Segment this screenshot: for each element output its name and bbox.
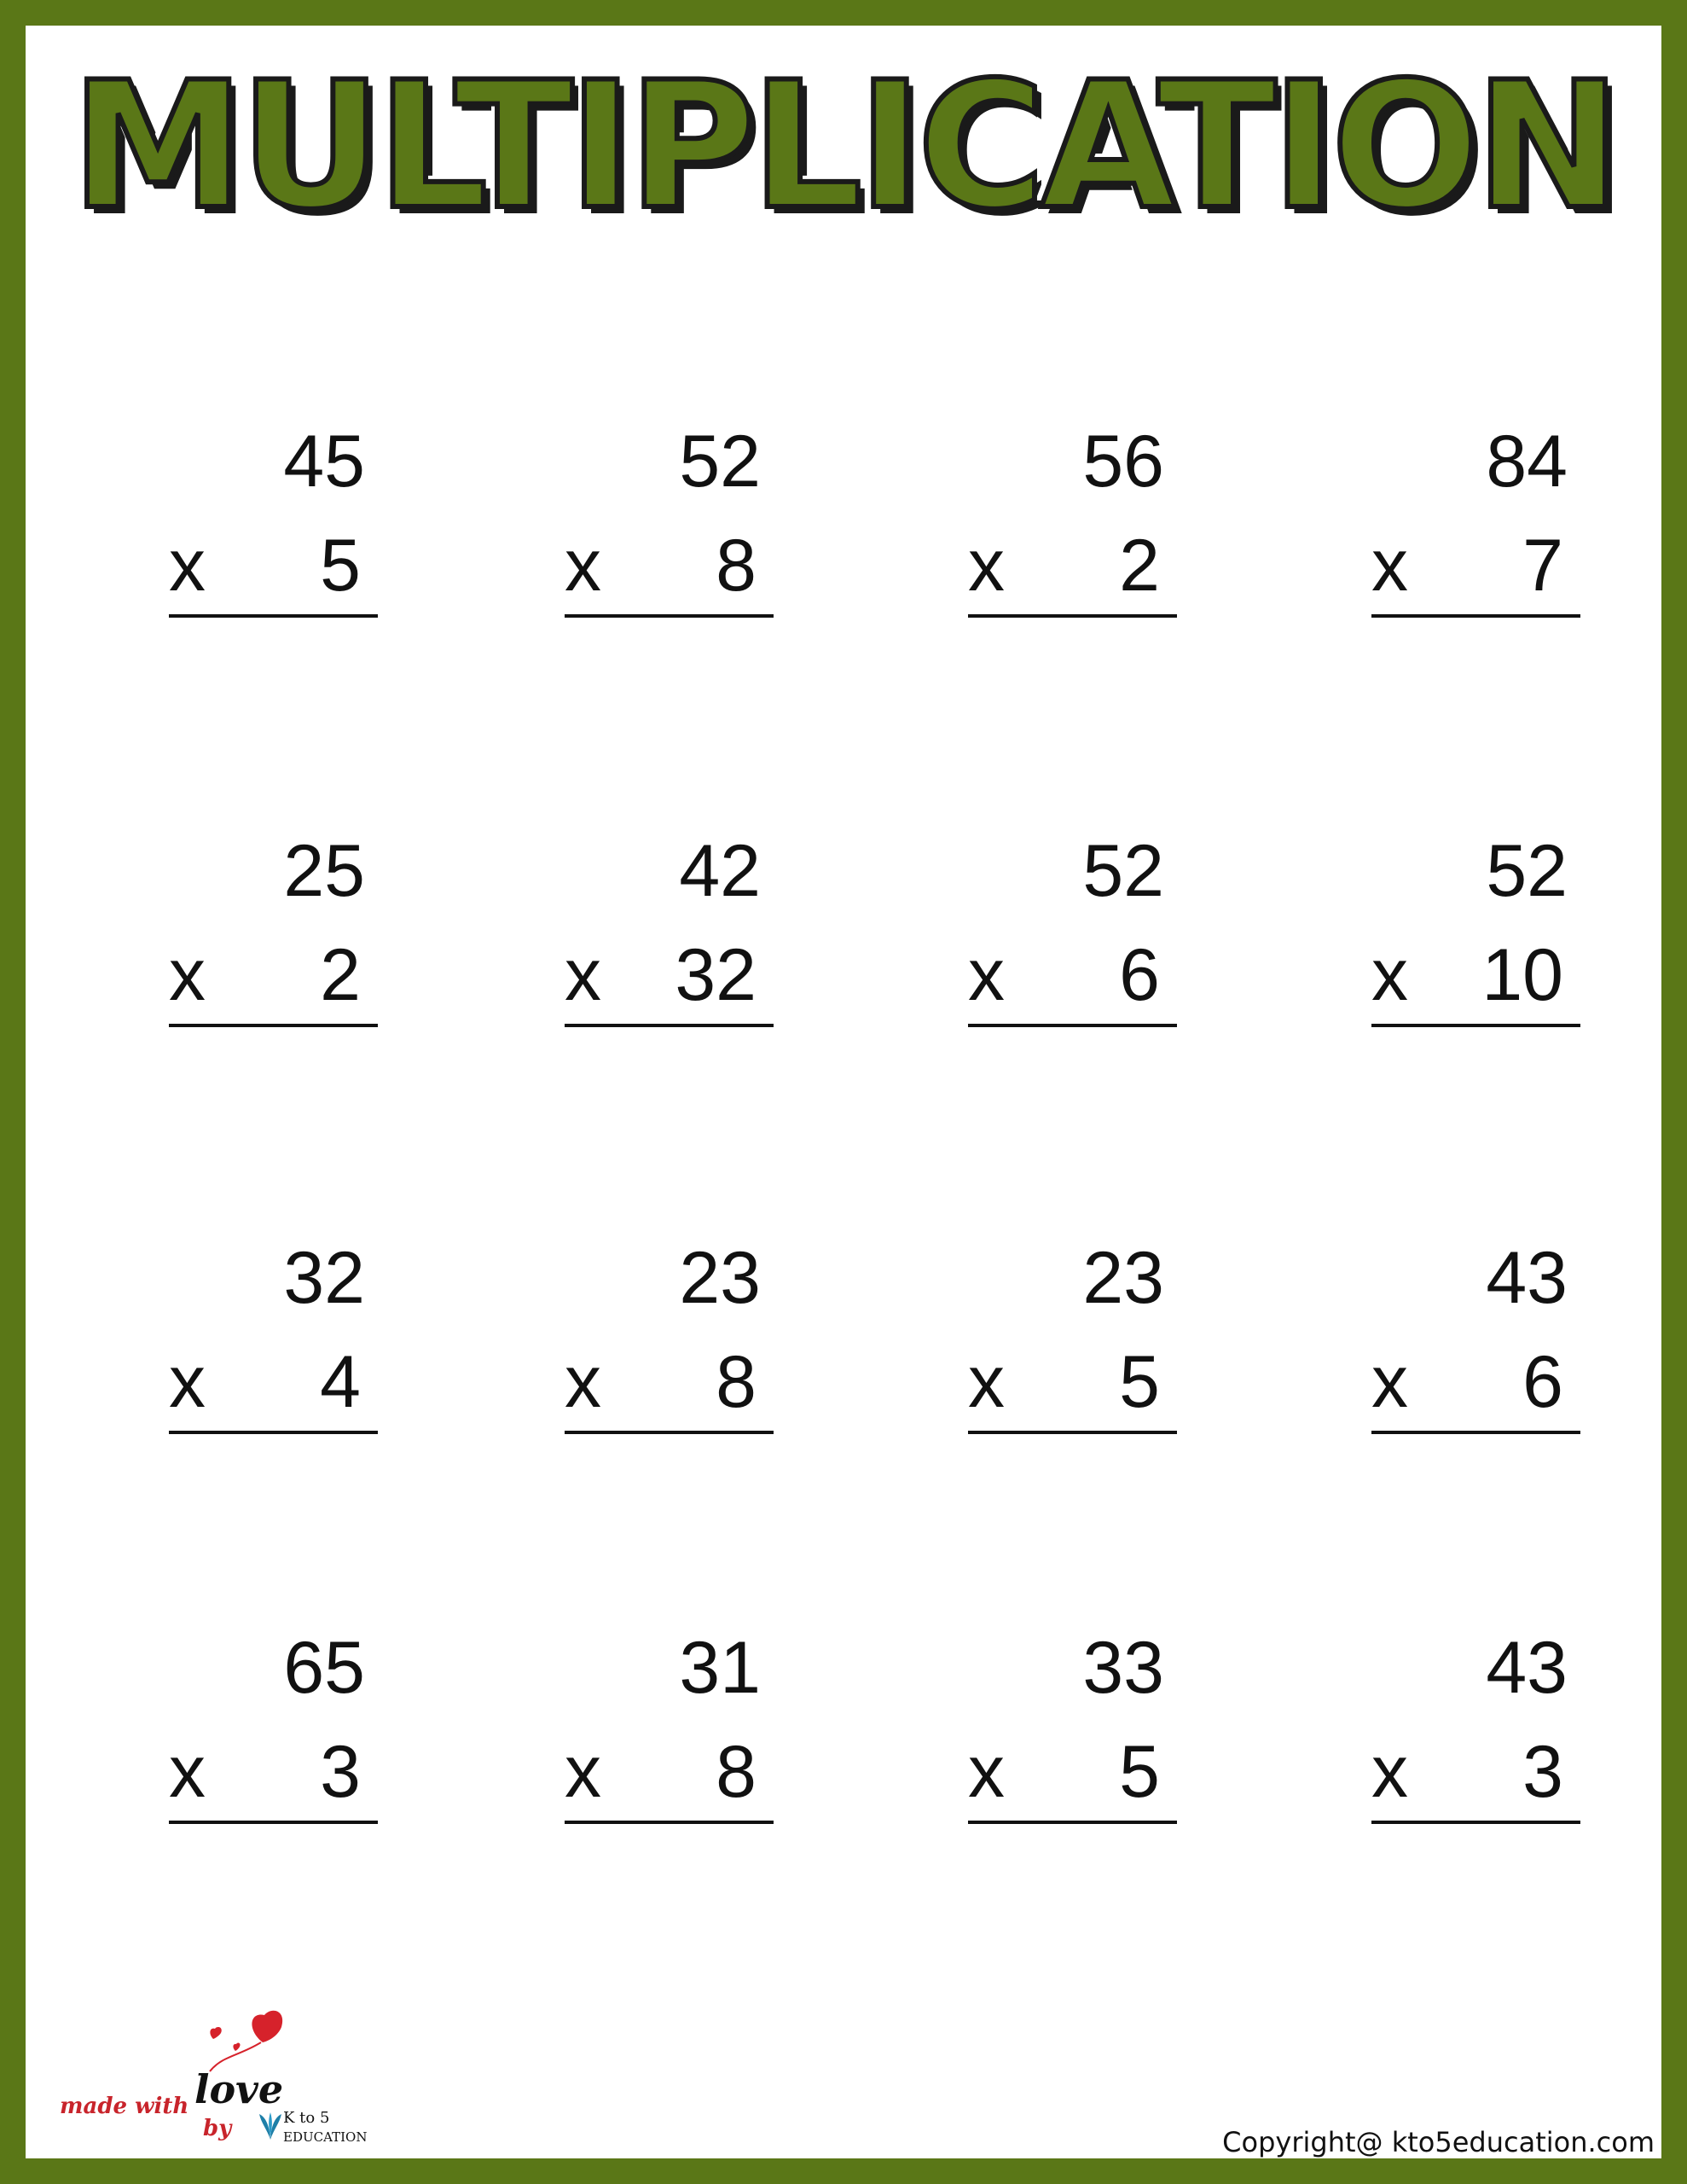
times-sign: x [169,525,206,607]
problem-5 [169,830,425,1031]
multiplicand: 23 [679,1237,761,1319]
multiplier: 8 [716,1731,757,1813]
problem-6 [565,830,820,1031]
answer-line [968,614,1177,618]
multiplier: 3 [320,1731,361,1813]
multiplier: 4 [320,1341,361,1423]
multiplier: 8 [716,525,757,607]
multiplicand: 42 [679,830,761,912]
answer-line [1371,614,1580,618]
love-text: love [194,2066,284,2112]
brand-name-top: K to 5 [283,2109,330,2127]
times-sign: x [968,1341,1005,1423]
multiplier: 32 [675,934,757,1016]
times-sign: x [1371,525,1408,607]
times-sign: x [169,934,206,1016]
copyright-text: Copyright@ kto5education.com [1222,2126,1655,2158]
multiplicand: 43 [1486,1627,1568,1709]
times-sign: x [968,525,1005,607]
multiplier: 8 [716,1341,757,1423]
answer-line [968,1024,1177,1027]
times-sign: x [1371,934,1408,1016]
answer-line [1371,1431,1580,1434]
times-sign: x [565,1731,601,1813]
answer-line [968,1431,1177,1434]
times-sign: x [968,934,1005,1016]
times-sign: x [169,1341,206,1423]
multiplicand: 52 [1082,830,1164,912]
times-sign: x [565,1341,601,1423]
multiplier: 2 [320,934,361,1016]
problem-15 [968,1627,1224,1827]
problem-14 [565,1627,820,1827]
multiplicand: 65 [283,1627,365,1709]
open-book-icon [258,2111,283,2141]
by-text: by [203,2116,232,2141]
multiplicand: 23 [1082,1237,1164,1319]
problem-9 [169,1237,425,1438]
multiplier: 6 [1119,934,1160,1016]
answer-line [1371,1821,1580,1824]
made-with-text: made with [60,2094,189,2119]
made-with-love-logo [60,2005,384,2150]
answer-line [169,1821,378,1824]
multiplier: 3 [1522,1731,1563,1813]
multiplier: 5 [1119,1731,1160,1813]
multiplier: 7 [1522,525,1563,607]
problem-16 [1371,1627,1627,1827]
times-sign: x [1371,1341,1408,1423]
worksheet-page [26,26,1661,2158]
problem-13 [169,1627,425,1827]
problem-12 [1371,1237,1627,1438]
multiplicand: 43 [1486,1237,1568,1319]
multiplier: 6 [1522,1341,1563,1423]
problem-1 [169,421,425,621]
multiplier: 2 [1119,525,1160,607]
problem-10 [565,1237,820,1438]
problem-7 [968,830,1224,1031]
multiplicand: 45 [283,421,365,502]
answer-line [169,1024,378,1027]
problem-4 [1371,421,1627,621]
multiplicand: 32 [283,1237,365,1319]
answer-line [1371,1024,1580,1027]
multiplier: 5 [320,525,361,607]
times-sign: x [1371,1731,1408,1813]
answer-line [169,1431,378,1434]
answer-line [169,614,378,618]
times-sign: x [968,1731,1005,1813]
multiplier: 10 [1481,934,1563,1016]
answer-line [565,1024,774,1027]
problem-8 [1371,830,1627,1031]
brand-name-bottom: EDUCATION [283,2129,368,2145]
problem-3 [968,421,1224,621]
times-sign: x [565,525,601,607]
multiplicand: 52 [1486,830,1568,912]
multiplicand: 52 [679,421,761,502]
page-title: MULTIPLICATION [71,45,1616,248]
multiplicand: 56 [1082,421,1164,502]
times-sign: x [565,934,601,1016]
multiplicand: 25 [283,830,365,912]
answer-line [565,1821,774,1824]
problem-2 [565,421,820,621]
multiplicand: 84 [1486,421,1568,502]
answer-line [565,614,774,618]
problem-11 [968,1237,1224,1438]
answer-line [968,1821,1177,1824]
times-sign: x [169,1731,206,1813]
multiplicand: 33 [1082,1627,1164,1709]
multiplier: 5 [1119,1341,1160,1423]
multiplicand: 31 [679,1627,761,1709]
answer-line [565,1431,774,1434]
